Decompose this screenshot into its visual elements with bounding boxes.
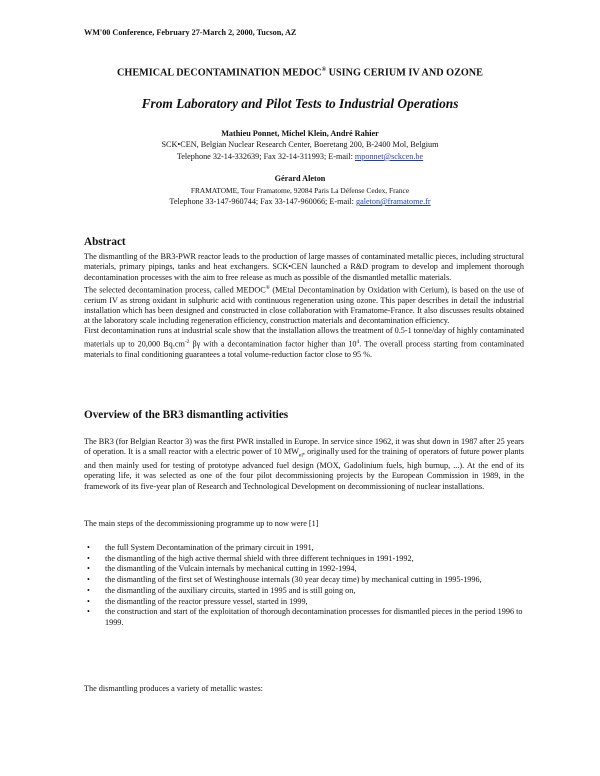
text-run: The BR3 (for Belgian Reactor 3) was the first PWR installed in Europe. In service since 1962, it was shut down in 1987 after 25 years of operation. It is a small reactor with a electric power of 10 MW — [84, 437, 524, 457]
bullet-glyph: • — [87, 553, 90, 563]
list-item-text: the dismantling of the reactor pressure vessel, started in 1999, — [105, 596, 308, 606]
bullet-glyph: • — [87, 596, 90, 606]
title-registered-mark: ® — [321, 67, 327, 73]
overview-paragraph-3: The dismantling produces a variety of metallic wastes: — [84, 684, 263, 693]
contact-text: Telephone 32-14-332639; Fax 32-14-311993; E-mail: — [176, 151, 355, 161]
email-link-aleton[interactable]: galeton@framatome.fr — [355, 197, 431, 207]
author-names-framatome: Gérard Aleton — [274, 174, 326, 184]
list-item — [84, 554, 524, 565]
list-item — [84, 575, 524, 586]
abstract-paragraph-1: The dismantling of the BR3-PWR reactor leads to the production of large masses of contaminated metallic pieces, including structural materials, primary pipings, tanks and heat exchangers. SCK•CEN launched a R&D program to develop and implement thorough decontamination processes with the aim to free release as much as possible of the dismantled metallic materials. — [84, 252, 524, 282]
overview-heading: Overview of the BR3 dismantling activities — [84, 409, 289, 421]
text-run: The selected decontamination process, called MEDOC — [84, 285, 266, 295]
list-item-text: the dismantling of the auxiliary circuits, started in 1995 and is still going on, — [105, 585, 356, 595]
list-item — [84, 564, 524, 575]
email-link-ponnet[interactable]: mponnet@sckcen.be — [354, 151, 424, 161]
list-item — [84, 586, 524, 597]
author-names-sckcen: Mathieu Ponnet, Michel Klein, André Rahier — [221, 129, 379, 138]
paper-title — [0, 67, 600, 78]
bullet-glyph: • — [87, 564, 90, 574]
running-head: WM'00 Conference, February 27-March 2, 2000, Tucson, AZ — [84, 28, 297, 37]
title-text-after: USING CERIUM IV AND OZONE — [326, 67, 483, 79]
contact-framatome — [0, 196, 600, 207]
bullet-glyph: • — [87, 543, 90, 552]
list-item-text: the dismantling of the high active thermal shield with three different techniques in 1991-1992, — [105, 553, 414, 563]
abstract-heading: Abstract — [84, 236, 126, 248]
text-run: βγ with a decontamination factor higher than 10 — [189, 339, 357, 349]
overview-paragraph-1 — [84, 437, 524, 492]
text-run: (MEtal Decontamination by Oxidation with Cerium), is based on the use of cerium IV as strong oxidant in sulphuric acid with continuous regeneration using ozone. This paper describes in detail the industrial installation which has been designed and constructed in close collaboration with Framatome-France. It also discusses results obtained at the laboratory scale including regeneration efficiency, construction materials and decontamination efficiency. — [84, 285, 524, 326]
text-run: . The overall process starting from contaminated materials to final conditioning guarantees a total volume-reduction factor close to 95 %. — [84, 339, 524, 359]
abstract-body — [84, 252, 524, 360]
abstract-paragraph-2 — [84, 283, 524, 327]
list-item — [84, 543, 524, 554]
contact-text: Telephone 33-147-960744; Fax 33-147-960066; E-mail: — [169, 197, 356, 207]
superscript: 4 — [356, 338, 360, 345]
registered-mark: ® — [265, 284, 270, 291]
abstract-paragraph-3 — [84, 326, 524, 359]
decommissioning-steps-list — [84, 543, 524, 629]
affiliation-sckcen: SCK•CEN, Belgian Nuclear Research Center, Boeretang 200, B-2400 Mol, Belgium — [161, 140, 439, 150]
list-item-text: the full System Decontamination of the primary circuit in 1991, — [105, 543, 314, 552]
bullet-glyph: • — [87, 575, 90, 585]
overview-paragraph-2: The main steps of the decommissioning programme up to now were [1] — [84, 519, 319, 528]
list-item-text: the dismantling of the first set of Westinghouse internals (30 year decay time) by mechanical cutting in 1995-1996, — [105, 575, 482, 585]
title-text-before: CHEMICAL DECONTAMINATION MEDOC — [117, 67, 322, 79]
list-item-text: the dismantling of the Vulcain internals by mechanical cutting in 1992-1994, — [105, 564, 357, 574]
superscript: -2 — [184, 338, 190, 345]
text-run: , originally used for the training of operators of future power plants and then mainly used for testing of prototype advanced fuel design (MOX, Gadolinium fuels, high burnup, ...). At the end of its operating life, it was selected as one of the four pilot decommissioning projects by the European Commission in 1989, in the framework of its five-year plan of Research and Technological Development on decommissioning of nuclear installations. — [84, 447, 524, 491]
affiliation-framatome: FRAMATOME, Tour Framatome, 92084 Paris La Défense Cedex, France — [190, 185, 410, 195]
list-item — [84, 597, 524, 608]
list-item-text: the construction and start of the exploitation of thorough decontamination processes for dismantled pieces in the period 1996 to 1999. — [105, 607, 523, 627]
author-block — [0, 128, 600, 207]
list-item — [84, 607, 524, 628]
paper-subtitle: From Laboratory and Pilot Tests to Industrial Operations — [141, 96, 459, 111]
contact-sckcen — [0, 151, 600, 162]
bullet-glyph: • — [87, 607, 90, 617]
bullet-glyph: • — [87, 585, 90, 595]
subscript: el — [298, 452, 303, 459]
text-run: First decontamination runs at industrial scale show that the installation allows the treatment of 0.5-1 tonne/day of highly contaminated materials up to 20,000 Bq.cm — [84, 326, 524, 349]
